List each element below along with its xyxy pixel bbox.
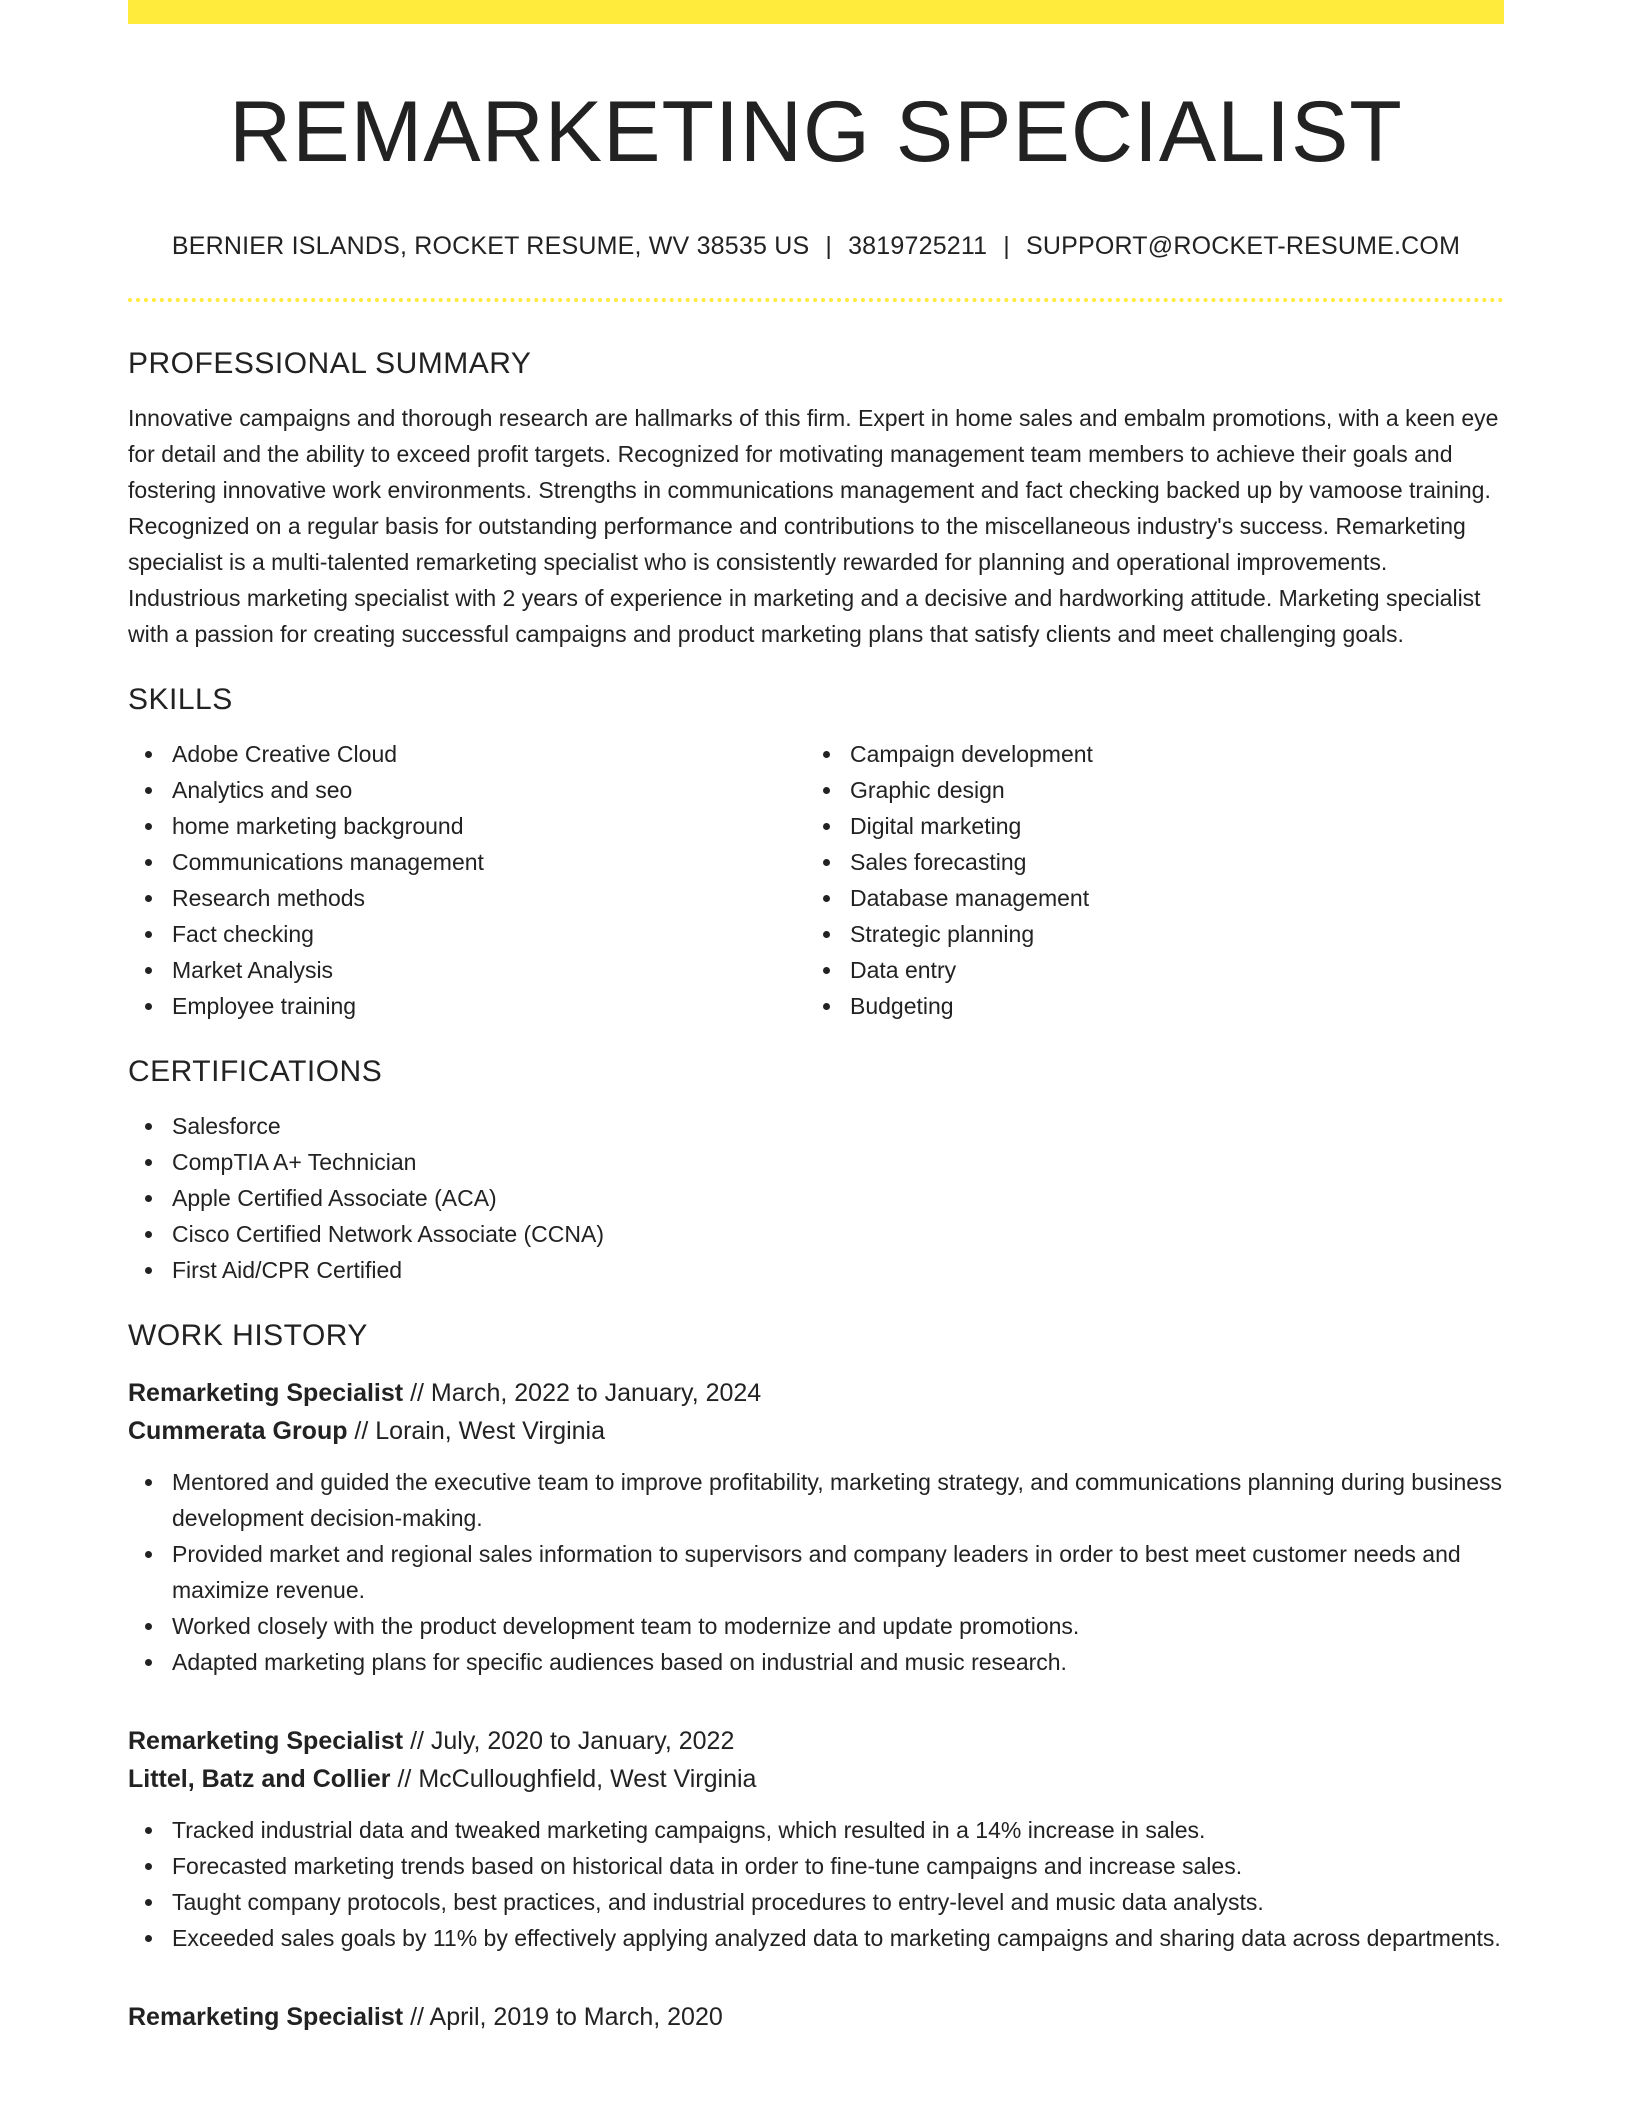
summary-heading: PROFESSIONAL SUMMARY [128,347,532,380]
skill-item: Adobe Creative Cloud [172,736,806,772]
certification-item: First Aid/CPR Certified [172,1252,1504,1288]
skill-item: Research methods [172,880,806,916]
job-bullet: Adapted marketing plans for specific audiences based on industrial and music research. [172,1644,1504,1680]
job-bullet: Taught company protocols, best practices, and industrial procedures to entry-level and music data analysts. [172,1884,1504,1920]
job-title-line [128,1722,1504,1760]
job-bullet: Provided market and regional sales information to supervisors and company leaders in order to best meet customer needs and maximize revenue. [172,1536,1504,1608]
job-bullet: Exceeded sales goals by 11% by effectively applying analyzed data to marketing campaigns and sharing data across departments. [172,1920,1504,1956]
summary-text: Innovative campaigns and thorough research are hallmarks of this firm. Expert in home sales and embalm promotions, with a keen eye for detail and the ability to exceed profit targets. Recognized for motivating management team members to achieve their goals and fostering innovative work environments. Strengths in communications management and fact checking backed up by vamoose training. Recognized on a regular basis for outstanding performance and contributions to the miscellaneous industry's success. Remarketing specialist is a multi-talented remarketing specialist who is consistently rewarded for planning and operational improvements. Industrious marketing specialist with 2 years of experience in marketing and a decisive and hardworking attitude. Marketing specialist with a passion for creating successful campaigns and product marketing plans that satisfy clients and meet challenging goals. [128,405,1499,647]
job-company: Littel, Batz and Collier [128,1765,391,1793]
certification-item: CompTIA A+ Technician [172,1144,1504,1180]
job-location: // McCulloughfield, West Virginia [390,1765,757,1793]
job-bullet-list [128,1464,1504,1680]
contact-address: BERNIER ISLANDS, ROCKET RESUME, WV 38535 US [171,232,810,260]
skill-item: home marketing background [172,808,806,844]
job-title: Remarketing Specialist [128,1379,404,1407]
job-location: // Lorain, West Virginia [347,1417,606,1445]
job-entry [128,1998,1504,2036]
resume-content [128,24,1504,2036]
accent-top-bar [128,0,1504,24]
skills-heading: SKILLS [128,683,233,716]
job-bullet: Forecasted marketing trends based on historical data in order to fine-tune campaigns and increase sales. [172,1848,1504,1884]
certifications-list [128,1108,1504,1288]
skills-list-left [128,736,806,1024]
certification-item: Salesforce [172,1108,1504,1144]
skill-item: Sales forecasting [850,844,1484,880]
job-bullet: Tracked industrial data and tweaked marketing campaigns, which resulted in a 14% increase in sales. [172,1812,1504,1848]
skills-column-right [806,736,1484,1024]
certifications-heading: CERTIFICATIONS [128,1055,383,1088]
certification-item: Apple Certified Associate (ACA) [172,1180,1504,1216]
work-history-section [128,1318,1504,2036]
skill-item: Digital marketing [850,808,1484,844]
certification-item: Cisco Certified Network Associate (CCNA) [172,1216,1504,1252]
skill-item: Market Analysis [172,952,806,988]
contact-line [128,230,1504,262]
dotted-divider [128,298,1504,302]
summary-section [128,346,1504,652]
skills-column-left [128,736,806,1024]
job-company: Cummerata Group [128,1417,348,1445]
contact-email: SUPPORT@ROCKET-RESUME.COM [1025,232,1461,260]
job-bullet: Mentored and guided the executive team to improve profitability, marketing strategy, and communications planning during business development decision-making. [172,1464,1504,1536]
job-entry [128,1374,1504,1680]
skill-item: Graphic design [850,772,1484,808]
job-dates: // July, 2020 to January, 2022 [403,1727,735,1755]
skill-item: Analytics and seo [172,772,806,808]
skill-item: Communications management [172,844,806,880]
skills-list-right [806,736,1484,1024]
contact-separator: | [1003,232,1010,260]
contact-separator: | [825,232,833,260]
skill-item: Campaign development [850,736,1484,772]
job-title: Remarketing Specialist [128,1727,404,1755]
job-dates: // March, 2022 to January, 2024 [403,1379,762,1407]
skill-item: Strategic planning [850,916,1484,952]
skill-item: Fact checking [172,916,806,952]
job-bullet: Worked closely with the product development team to modernize and update promotions. [172,1608,1504,1644]
skills-columns [128,736,1504,1024]
job-company-line [128,1412,1504,1450]
certifications-section [128,1054,1504,1288]
job-title-line [128,1998,1504,2036]
work-history-heading: WORK HISTORY [128,1319,368,1352]
job-title: Remarketing Specialist [128,2003,404,2031]
skill-item: Budgeting [850,988,1484,1024]
page-title: REMARKETING SPECIALIST [229,84,1403,180]
job-company-line [128,1760,1504,1798]
contact-phone: 3819725211 [848,232,988,260]
job-title-line [128,1374,1504,1412]
skills-section [128,682,1504,1024]
skill-item: Database management [850,880,1484,916]
skill-item: Data entry [850,952,1484,988]
job-bullet-list [128,1812,1504,1956]
skill-item: Employee training [172,988,806,1024]
job-entry [128,1722,1504,1956]
job-dates: // April, 2019 to March, 2020 [403,2003,723,2031]
